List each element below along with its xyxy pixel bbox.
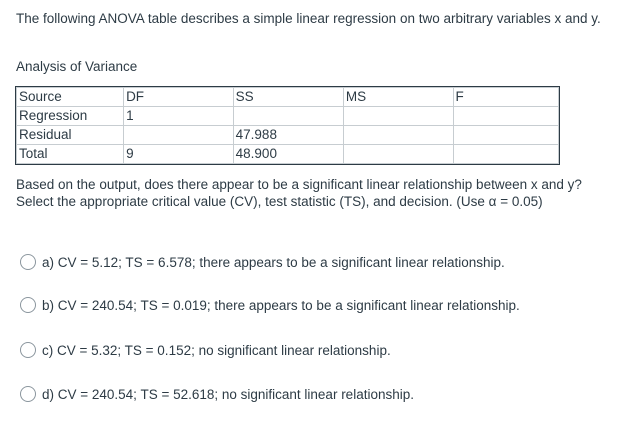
table-cell bbox=[343, 145, 453, 164]
table-row bbox=[17, 107, 559, 126]
answer-option-d-label: d) CV = 240.54; TS = 52.618; no significant linear relationship. bbox=[42, 386, 414, 402]
table-cell: 47.988 bbox=[233, 126, 343, 145]
answer-option-d[interactable] bbox=[20, 386, 414, 402]
table-cell bbox=[453, 126, 558, 145]
answer-option-b-label: b) CV = 240.54; TS = 0.019; there appears to be a significant linear relationship. bbox=[42, 297, 520, 313]
answer-option-a-label: a) CV = 5.12; TS = 6.578; there appears to be a significant linear relationship. bbox=[42, 254, 505, 270]
table-cell bbox=[453, 107, 558, 126]
table-cell bbox=[233, 107, 343, 126]
header-f: F bbox=[453, 88, 558, 107]
answer-option-c-label: c) CV = 5.32; TS = 0.152; no significant linear relationship. bbox=[42, 342, 391, 358]
header-ms: MS bbox=[343, 88, 453, 107]
radio-button-c[interactable] bbox=[20, 342, 36, 358]
radio-button-b[interactable] bbox=[20, 297, 36, 313]
question-text: Based on the output, does there appear to be a significant linear relationship between x and y? Select the appropriate critical value (CV), test statistic (TS), and decision. (Use α = 0.05) bbox=[16, 177, 582, 209]
table-row bbox=[17, 145, 559, 164]
table-cell bbox=[343, 126, 453, 145]
answer-option-a[interactable] bbox=[20, 254, 505, 270]
radio-button-a[interactable] bbox=[20, 254, 36, 270]
answer-option-b[interactable] bbox=[20, 297, 520, 313]
header-ss: SS bbox=[233, 88, 343, 107]
table-cell: Total bbox=[17, 145, 124, 164]
header-df: DF bbox=[124, 88, 234, 107]
table-cell: Regression bbox=[17, 107, 124, 126]
table-cell bbox=[453, 145, 558, 164]
table-cell: 9 bbox=[124, 145, 234, 164]
table-cell: 48.900 bbox=[233, 145, 343, 164]
table-cell: Residual bbox=[17, 126, 124, 145]
table-cell bbox=[124, 126, 234, 145]
table-title: Analysis of Variance bbox=[16, 59, 138, 74]
table-row bbox=[17, 126, 559, 145]
anova-table bbox=[16, 87, 559, 164]
question-intro: The following ANOVA table describes a simple linear regression on two arbitrary variables x and y. bbox=[16, 11, 601, 26]
table-header-row bbox=[17, 88, 559, 107]
header-source: Source bbox=[17, 88, 124, 107]
radio-button-d[interactable] bbox=[20, 386, 36, 402]
table-cell: 1 bbox=[124, 107, 234, 126]
answer-option-c[interactable] bbox=[20, 342, 391, 358]
table-cell bbox=[343, 107, 453, 126]
